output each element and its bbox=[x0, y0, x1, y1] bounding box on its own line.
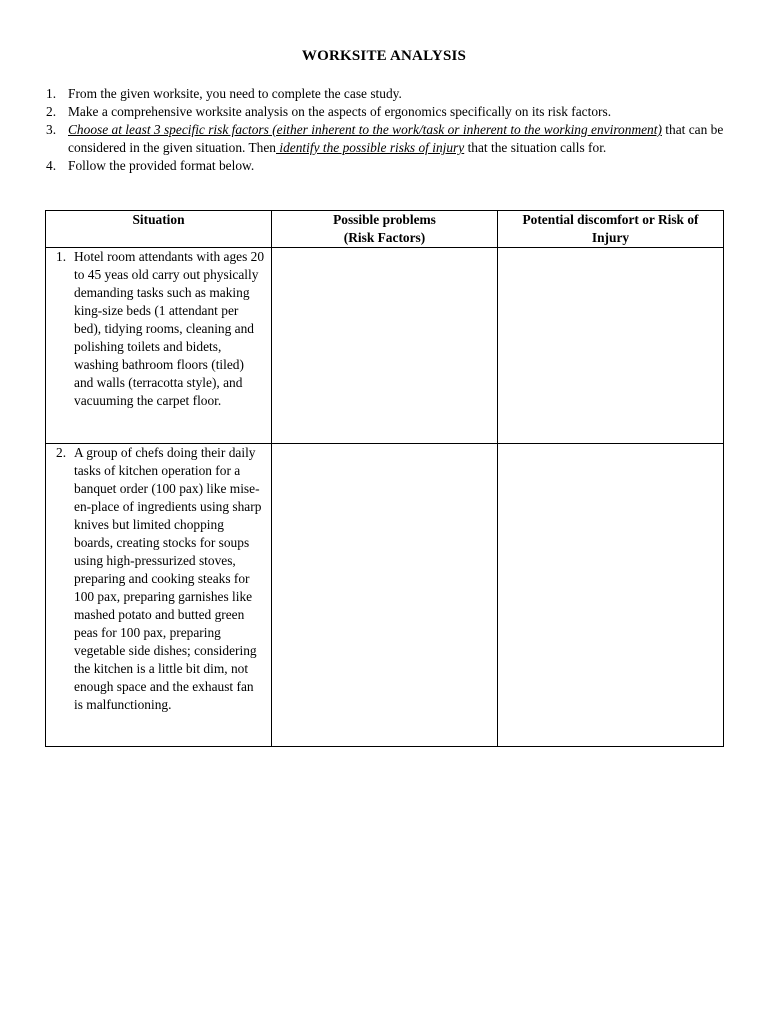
risk-of-injury-cell[interactable] bbox=[498, 248, 724, 444]
situation-number: 1. bbox=[56, 249, 67, 264]
table-header-row bbox=[46, 211, 724, 248]
situation-cell bbox=[46, 444, 272, 747]
situation-number: 2. bbox=[56, 445, 67, 460]
instruction-text: that can be considered in the given situation. Then bbox=[68, 122, 724, 155]
table-row bbox=[46, 248, 724, 444]
instruction-list bbox=[46, 85, 736, 175]
instruction-item bbox=[46, 121, 736, 157]
instruction-text: that the situation calls for. bbox=[464, 140, 607, 155]
worksite-analysis-table bbox=[45, 210, 724, 747]
instruction-number: 3. bbox=[46, 122, 57, 137]
risk-factors-cell[interactable] bbox=[272, 248, 498, 444]
risk-of-injury-cell[interactable] bbox=[498, 444, 724, 747]
header-situation: Situation bbox=[46, 211, 272, 248]
instruction-number: 1. bbox=[46, 86, 57, 101]
instruction-item bbox=[46, 103, 736, 121]
situation-text: A group of chefs doing their daily tasks of kitchen operation for a banquet order (100 pax) like mise-en-place of ingredients using sharp knives but limited chopping boards, creating stocks for soups using high-pressurized stoves, preparing and cooking steaks for 100 pax, preparing garnishes like mashed potato and butted green peas for 100 pax, preparing vegetable side dishes; considering the kitchen is a little bit dim, not enough space and the exhaust fan is malfunctioning. bbox=[74, 445, 262, 712]
page-title: WORKSITE ANALYSIS bbox=[301, 48, 467, 64]
instruction-emphasis-risks-of-injury: identify the possible risks of injury bbox=[276, 140, 465, 155]
instruction-text: Make a comprehensive worksite analysis on the aspects of ergonomics specifically on its risk factors. bbox=[68, 104, 612, 119]
instruction-item bbox=[46, 157, 736, 175]
header-possible-problems bbox=[272, 211, 498, 248]
risk-factors-cell[interactable] bbox=[272, 444, 498, 747]
table-row bbox=[46, 444, 724, 747]
instruction-emphasis-risk-factors: Choose at least 3 specific risk factors (either inherent to the work/task or inherent to the working environment) bbox=[68, 122, 662, 137]
header-possible-problems-label: Possible problems (Risk Factors) bbox=[333, 212, 436, 245]
situation-cell bbox=[46, 248, 272, 444]
instruction-text: From the given worksite, you need to complete the case study. bbox=[68, 86, 402, 101]
instruction-number: 4. bbox=[46, 158, 57, 173]
instruction-item bbox=[46, 85, 736, 103]
header-potential-discomfort: Potential discomfort or Risk of Injury bbox=[498, 211, 724, 248]
situation-text: Hotel room attendants with ages 20 to 45 yeas old carry out physically demanding tasks such as making king-size beds (1 attendant per bed), tidying rooms, cleaning and polishing toilets and bidets, washing bathroom floors (tiled) and walls (terracotta style), and vacuuming the carpet floor. bbox=[74, 249, 265, 408]
instruction-text: Follow the provided format below. bbox=[68, 158, 255, 173]
instruction-number: 2. bbox=[46, 104, 57, 119]
